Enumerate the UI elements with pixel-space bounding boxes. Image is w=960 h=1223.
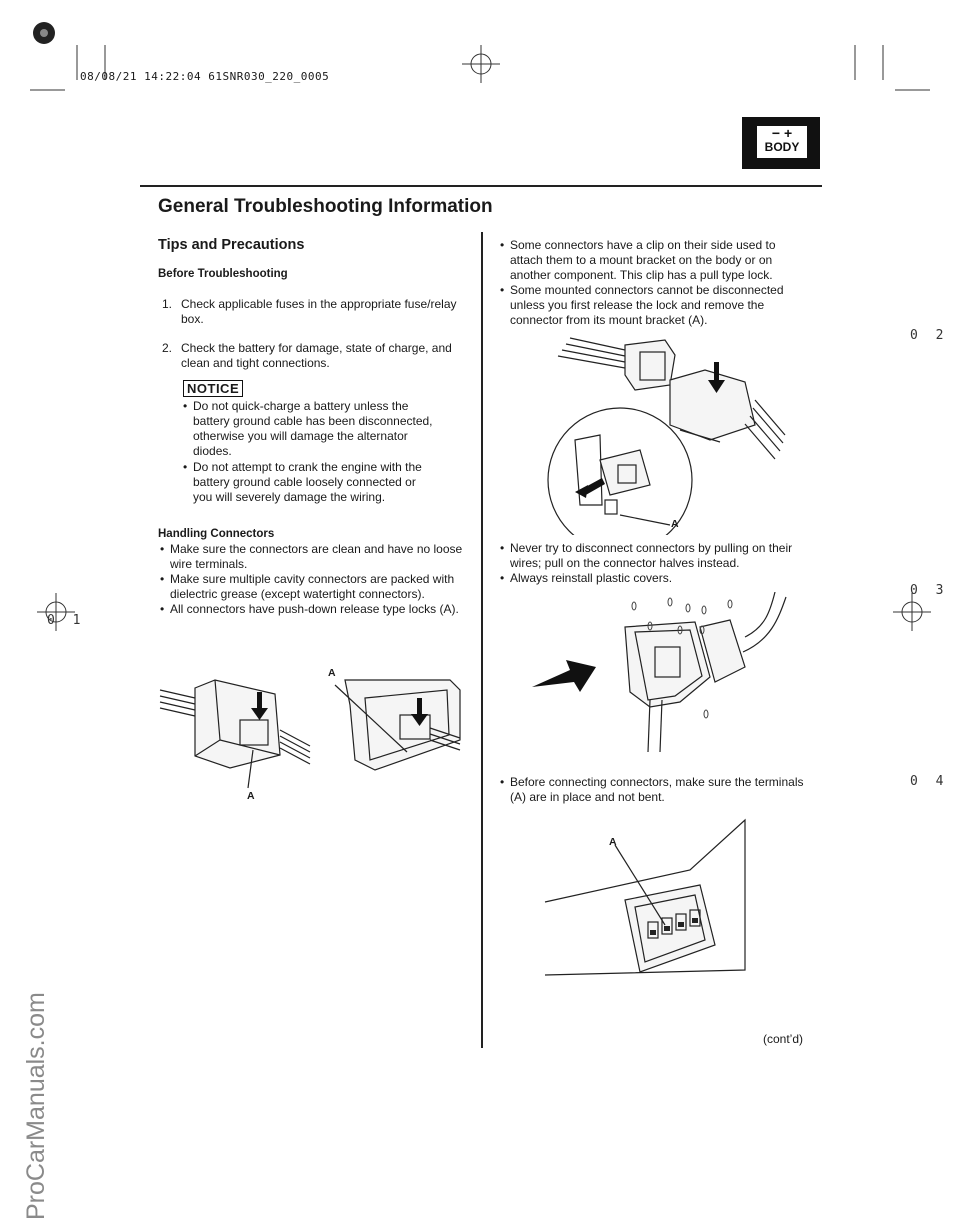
label-a: A: [247, 790, 255, 802]
step-1-text: Check applicable fuses in the appropriate fuse/relay box.: [181, 297, 457, 326]
notice-bullet: • Do not attempt to crank the engine with the battery ground cable loosely connected or you will severely damage the wiring.: [183, 460, 422, 504]
connector-bullet: • Make sure the connectors are clean and have no loose wire terminals.: [160, 542, 463, 571]
connector-bullet: • All connectors have push-down release type locks (A).: [160, 602, 459, 616]
plastic-cover-illustration: [530, 592, 790, 757]
push-down-lock-illustration: [155, 660, 465, 790]
before-troubleshooting-heading: Before Troubleshooting: [158, 268, 288, 280]
header-rule: [140, 185, 822, 187]
step-1-number: 1.: [162, 297, 173, 311]
section-title: Tips and Precautions: [158, 237, 305, 253]
battery-symbols: − +: [771, 125, 793, 141]
page-title: General Troubleshooting Information: [158, 196, 493, 217]
badge-label: BODY: [764, 140, 800, 154]
mount-bullet: • Some mounted connectors cannot be disconnected unless you first release the lock and remove the connector from its mount bracket (A).: [500, 283, 784, 327]
plastic-cover-bullet: • Always reinstall plastic covers.: [500, 571, 673, 585]
terminals-illustration: [540, 810, 770, 985]
body-section-badge: [742, 117, 820, 169]
margin-number: 0 1: [47, 613, 86, 628]
connector-bullet: • Make sure multiple cavity connectors are packed with dielectric grease (except watertight connectors).: [160, 572, 455, 601]
label-a: A: [328, 667, 336, 679]
margin-number: 0 4: [910, 774, 949, 789]
pull-halves-bullet: • Never try to disconnect connectors by pulling on their wires; pull on the connector halves instead.: [500, 541, 793, 570]
notice-label: NOTICE: [183, 380, 243, 397]
label-a: A: [609, 836, 617, 848]
step-2: [162, 341, 467, 371]
column-divider: [481, 232, 483, 1048]
margin-number: 0 3: [910, 583, 949, 598]
margin-number: 0 2: [910, 328, 949, 343]
step-1: [162, 297, 467, 327]
watermark-text: ProCarManuals.com: [22, 992, 50, 1220]
terminals-bullet: • Before connecting connectors, make sure the terminals (A) are in place and not bent.: [500, 775, 804, 804]
step-2-number: 2.: [162, 341, 173, 355]
label-a: A: [671, 518, 679, 530]
handling-connectors-heading: Handling Connectors: [158, 528, 275, 540]
step-2-text: Check the battery for damage, state of charge, and clean and tight connections.: [181, 341, 452, 370]
clip-bullet: • Some connectors have a clip on their side used to attach them to a mount bracket on the body or on another component. This clip has a pull type lock.: [500, 238, 776, 282]
print-stamp: 08/08/21 14:22:04 61SNR030_220_0005: [80, 70, 330, 83]
mount-bracket-illustration: [540, 330, 810, 535]
notice-bullet: • Do not quick-charge a battery unless the battery ground cable has been disconnected, otherwise you will damage the alternator diodes.: [183, 399, 433, 458]
continued-note: (cont’d): [763, 1032, 804, 1046]
